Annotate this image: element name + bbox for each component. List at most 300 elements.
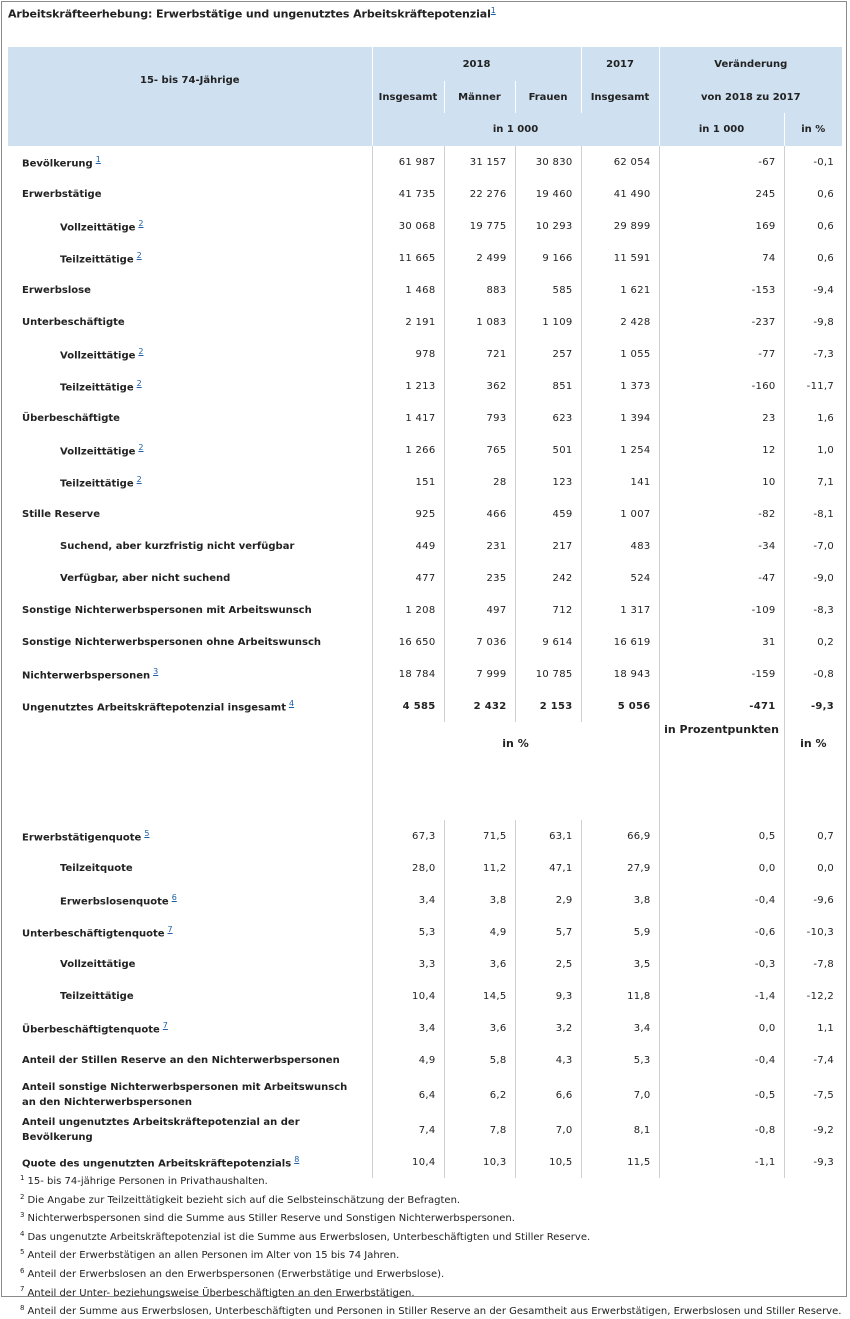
table-cell: -0,1	[784, 146, 842, 178]
footnote-link[interactable]: 2	[136, 475, 142, 485]
header-unit-change-1000: in 1 000	[659, 113, 784, 146]
data-table	[8, 47, 842, 1178]
table-cell: 2 499	[444, 242, 515, 274]
table-cell: 2 432	[444, 690, 515, 722]
table-cell: 31	[659, 626, 784, 658]
table-cell: 1 468	[372, 274, 444, 306]
table-cell: 2 153	[515, 690, 581, 722]
row-label-text: Ungenutztes Arbeitskräftepotenzial insgesamt	[22, 702, 286, 714]
table-cell: 477	[372, 562, 444, 594]
table-row	[8, 1114, 842, 1146]
table-row	[8, 948, 842, 980]
table-row	[8, 306, 842, 338]
footnote-link[interactable]: 2	[136, 251, 142, 261]
table-row	[8, 1076, 842, 1114]
table-row	[8, 402, 842, 434]
header-insgesamt-2017: Insgesamt	[581, 81, 659, 113]
page-title	[8, 6, 496, 21]
table-cell: 141	[581, 466, 659, 498]
row-label-text: Überbeschäftigte	[22, 412, 120, 424]
footnote-link[interactable]: 4	[288, 699, 295, 709]
footnote-text: Anteil der Summe aus Erwerbslosen, Unterbeschäftigten und Personen in Stiller Reserve an der Gesamtheit aus Erwerbstätigen, Erwerbslosen und Stiller Reserve.	[27, 1306, 842, 1318]
table-cell: -237	[659, 306, 784, 338]
table-cell: 851	[515, 370, 581, 402]
row-label	[8, 466, 372, 498]
table-row	[8, 530, 842, 562]
table-cell: 9 166	[515, 242, 581, 274]
row-label	[8, 820, 372, 852]
table-row	[8, 852, 842, 884]
table-cell: -0,4	[659, 1044, 784, 1076]
table-cell: 1 317	[581, 594, 659, 626]
table-cell: -0,8	[784, 658, 842, 690]
table-row	[8, 1044, 842, 1076]
table-cell: 3,6	[444, 948, 515, 980]
footnote-item	[20, 1208, 841, 1227]
table-cell: 1,6	[784, 402, 842, 434]
row-label	[8, 562, 372, 594]
table-cell: 925	[372, 498, 444, 530]
table-cell: 721	[444, 338, 515, 370]
table-cell: -0,8	[659, 1114, 784, 1146]
table-cell: 4,9	[444, 916, 515, 948]
table-cell: -1,1	[659, 1146, 784, 1178]
footnote-link[interactable]: 2	[138, 219, 144, 229]
table-cell: -9,8	[784, 306, 842, 338]
table-cell: -77	[659, 338, 784, 370]
table-cell: 0,0	[784, 852, 842, 884]
table-row	[8, 274, 842, 306]
row-label	[8, 274, 372, 306]
footnote-link[interactable]: 8	[294, 1155, 300, 1165]
table-cell: 62 054	[581, 146, 659, 178]
table-row	[8, 626, 842, 658]
table-cell: -160	[659, 370, 784, 402]
row-label	[8, 210, 372, 242]
table-cell: 18 943	[581, 658, 659, 690]
table-cell: 1 266	[372, 434, 444, 466]
table-cell: 6,2	[444, 1076, 515, 1114]
title-footnote-link[interactable]: 1	[490, 6, 496, 15]
table-cell: 623	[515, 402, 581, 434]
table-cell: 3,3	[372, 948, 444, 980]
table-cell: -82	[659, 498, 784, 530]
table-cell: 4,9	[372, 1044, 444, 1076]
table-cell: 169	[659, 210, 784, 242]
table-cell: 66,9	[581, 820, 659, 852]
table-row	[8, 242, 842, 274]
table-cell: 74	[659, 242, 784, 274]
header-year-2018: 2018	[372, 47, 581, 81]
table-cell: 3,5	[581, 948, 659, 980]
table-cell: -153	[659, 274, 784, 306]
row-label	[8, 690, 372, 722]
footnote-item	[20, 1264, 841, 1283]
table-cell: 19 460	[515, 178, 581, 210]
row-label-text: Suchend, aber kurzfristig nicht verfügbar	[60, 540, 295, 552]
row-label	[8, 594, 372, 626]
row-label	[8, 434, 372, 466]
table-cell: -9,4	[784, 274, 842, 306]
footnote-item	[20, 1282, 841, 1301]
subheader-unit-pct2: in %	[784, 722, 842, 820]
table-cell: -7,4	[784, 1044, 842, 1076]
table-cell: 497	[444, 594, 515, 626]
table-row	[8, 658, 842, 690]
table-cell: 1,1	[784, 1012, 842, 1044]
table-cell: 2,9	[515, 884, 581, 916]
footnote-item	[20, 1190, 841, 1209]
footnote-link[interactable]: 7	[167, 925, 173, 935]
row-label	[8, 884, 372, 916]
table-row	[8, 690, 842, 722]
table-cell: 3,6	[444, 1012, 515, 1044]
table-cell: 10	[659, 466, 784, 498]
table-cell: 1,0	[784, 434, 842, 466]
table-cell: 16 619	[581, 626, 659, 658]
row-label	[8, 242, 372, 274]
table-cell: 793	[444, 402, 515, 434]
footnote-item	[20, 1227, 841, 1246]
table-cell: -12,2	[784, 980, 842, 1012]
table-row	[8, 980, 842, 1012]
table-cell: -7,0	[784, 530, 842, 562]
table-cell: 7,0	[581, 1076, 659, 1114]
table-cell: 11 591	[581, 242, 659, 274]
table-cell: 1 055	[581, 338, 659, 370]
row-label-text: Teilzeittätige	[60, 478, 134, 490]
subheader-unit-pct: in %	[372, 722, 659, 820]
table-cell: 449	[372, 530, 444, 562]
row-label-text: Vollzeittätige	[60, 350, 136, 362]
table-cell: -7,3	[784, 338, 842, 370]
table-cell: 63,1	[515, 820, 581, 852]
row-label-text: Teilzeittätige	[60, 254, 134, 266]
row-label-text: Quote des ungenutzten Arbeitskräftepotenzials	[22, 1158, 292, 1170]
row-label-text: Vollzeittätige	[60, 222, 136, 234]
row-label	[8, 1044, 372, 1076]
table-cell: 7 036	[444, 626, 515, 658]
table-cell: 1 083	[444, 306, 515, 338]
table-cell: 1 394	[581, 402, 659, 434]
table-row	[8, 562, 842, 594]
table-subheader	[8, 722, 842, 820]
row-label	[8, 370, 372, 402]
table-row	[8, 820, 842, 852]
footnote-text: Die Angabe zur Teilzeittätigkeit bezieht sich auf die Selbsteinschätzung der Befragten.	[27, 1194, 461, 1206]
row-label	[8, 980, 372, 1012]
row-label-text: Unterbeschäftigte	[22, 316, 125, 328]
table-cell: -9,0	[784, 562, 842, 594]
table-cell: 67,3	[372, 820, 444, 852]
row-label-text: Erwerbstätigenquote	[22, 832, 142, 844]
table-cell: 7,4	[372, 1114, 444, 1146]
table-row	[8, 884, 842, 916]
row-label-text: Teilzeitquote	[60, 862, 133, 874]
table-cell: 71,5	[444, 820, 515, 852]
table-cell: 19 775	[444, 210, 515, 242]
footnote-link[interactable]: 5	[144, 829, 150, 839]
footnote-number: 6	[20, 1266, 25, 1275]
row-label-text: Überbeschäftigtenquote	[22, 1024, 160, 1036]
row-label-text: Vollzeittätige	[60, 958, 136, 970]
table-cell: 6,6	[515, 1076, 581, 1114]
table-row	[8, 178, 842, 210]
footnote-link[interactable]: 3	[153, 667, 159, 677]
footnote-item	[20, 1245, 841, 1264]
footnote-text: Nichterwerbspersonen sind die Summe aus Stiller Reserve und Sonstigen Nichterwerbspersonen.	[27, 1213, 515, 1225]
header-empty	[8, 113, 372, 146]
row-label	[8, 916, 372, 948]
row-label	[8, 1114, 372, 1146]
table-cell: 9 614	[515, 626, 581, 658]
row-label-text: Bevölkerung	[22, 158, 93, 170]
table-cell: 31 157	[444, 146, 515, 178]
table-cell: 5 056	[581, 690, 659, 722]
table-cell: 4 585	[372, 690, 444, 722]
table-cell: -8,3	[784, 594, 842, 626]
row-label-text: Anteil ungenutztes Arbeitskräftepotenzial an der Bevölkerung	[22, 1117, 300, 1143]
row-label-text: Nichterwerbspersonen	[22, 670, 151, 682]
table-cell: 5,9	[581, 916, 659, 948]
table-cell: 0,6	[784, 242, 842, 274]
table-cell: 524	[581, 562, 659, 594]
table-row	[8, 338, 842, 370]
table-body-absolute	[8, 146, 842, 722]
table-cell: 47,1	[515, 852, 581, 884]
table-cell: 10,3	[444, 1146, 515, 1178]
table-row	[8, 210, 842, 242]
table-cell: -9,3	[784, 690, 842, 722]
table-row	[8, 498, 842, 530]
table-cell: 28	[444, 466, 515, 498]
table-cell: 2 428	[581, 306, 659, 338]
table-cell: 11,2	[444, 852, 515, 884]
table-cell: 883	[444, 274, 515, 306]
footnote-text: Anteil der Erwerbstätigen an allen Personen im Alter von 15 bis 74 Jahren.	[27, 1250, 400, 1262]
table-cell: -10,3	[784, 916, 842, 948]
header-change: Veränderung	[659, 47, 842, 81]
row-label	[8, 498, 372, 530]
header-change-period: von 2018 zu 2017	[659, 81, 842, 113]
table-cell: 0,5	[659, 820, 784, 852]
footnote-link[interactable]: 1	[95, 155, 101, 165]
footnote-number: 5	[20, 1248, 25, 1257]
title-text: Arbeitskräfteerhebung: Erwerbstätige und ungenutztes Arbeitskräftepotenzial	[8, 7, 491, 21]
row-label-text: Sonstige Nichterwerbspersonen mit Arbeitswunsch	[22, 604, 312, 616]
table-cell: 466	[444, 498, 515, 530]
table-cell: 9,3	[515, 980, 581, 1012]
table-cell: -7,8	[784, 948, 842, 980]
table-cell: 8,1	[581, 1114, 659, 1146]
table-cell: 0,0	[659, 1012, 784, 1044]
table-cell: 3,8	[444, 884, 515, 916]
footnote-text: Anteil der Erwerbslosen an den Erwerbspersonen (Erwerbstätige und Erwerbslose).	[27, 1268, 445, 1280]
row-label	[8, 1076, 372, 1114]
table-cell: 123	[515, 466, 581, 498]
table-cell: 231	[444, 530, 515, 562]
header-row-label: 15- bis 74-Jährige	[8, 47, 372, 113]
footnotes	[20, 1171, 841, 1319]
table-cell: 3,2	[515, 1012, 581, 1044]
footnote-number: 1	[20, 1174, 25, 1182]
table-cell: 235	[444, 562, 515, 594]
table-cell: 61 987	[372, 146, 444, 178]
table-cell: 5,3	[581, 1044, 659, 1076]
table-cell: 1 621	[581, 274, 659, 306]
row-label-text: Anteil der Stillen Reserve an den Nichterwerbspersonen	[22, 1054, 340, 1066]
table-body-percent	[8, 820, 842, 1178]
table-cell: 585	[515, 274, 581, 306]
row-label-text: Erwerbslosenquote	[60, 896, 169, 908]
row-label-text: Vollzeittätige	[60, 446, 136, 458]
table-cell: 18 784	[372, 658, 444, 690]
table-cell: -9,2	[784, 1114, 842, 1146]
table-cell: 6,4	[372, 1076, 444, 1114]
table-cell: 7 999	[444, 658, 515, 690]
table-cell: 28,0	[372, 852, 444, 884]
table-row	[8, 370, 842, 402]
subheader-unit-pp: in Prozentpunkten	[659, 722, 784, 820]
table-cell: -9,3	[784, 1146, 842, 1178]
table-cell: 3,4	[581, 1012, 659, 1044]
table-cell: 11,8	[581, 980, 659, 1012]
header-insgesamt: Insgesamt	[372, 81, 444, 113]
table-cell: -8,1	[784, 498, 842, 530]
table-cell: 5,7	[515, 916, 581, 948]
table-cell: -0,5	[659, 1076, 784, 1114]
row-label	[8, 852, 372, 884]
table-cell: 1 208	[372, 594, 444, 626]
table-cell: 27,9	[581, 852, 659, 884]
row-label	[8, 306, 372, 338]
table-cell: 0,2	[784, 626, 842, 658]
table-cell: -159	[659, 658, 784, 690]
table-cell: 0,6	[784, 178, 842, 210]
table-cell: -471	[659, 690, 784, 722]
table-cell: 10 293	[515, 210, 581, 242]
row-label	[8, 530, 372, 562]
row-label-text: Verfügbar, aber nicht suchend	[60, 572, 231, 584]
table-cell: 11,5	[581, 1146, 659, 1178]
table-row	[8, 1012, 842, 1044]
row-label-text: Anteil sonstige Nichterwerbspersonen mit Arbeitswunsch an den Nichterwerbspersonen	[22, 1082, 348, 1108]
table-cell: 7,8	[444, 1114, 515, 1146]
table-cell: 11 665	[372, 242, 444, 274]
table-cell: -1,4	[659, 980, 784, 1012]
table-cell: 12	[659, 434, 784, 466]
row-label	[8, 178, 372, 210]
table-cell: -47	[659, 562, 784, 594]
table-cell: -11,7	[784, 370, 842, 402]
table-cell: -9,6	[784, 884, 842, 916]
table-cell: -0,4	[659, 884, 784, 916]
header-year-2017: 2017	[581, 47, 659, 81]
table-cell: 1 213	[372, 370, 444, 402]
table-cell: 1 254	[581, 434, 659, 466]
header-maenner: Männer	[444, 81, 515, 113]
table-cell: 151	[372, 466, 444, 498]
table-cell: 30 068	[372, 210, 444, 242]
table-cell: 245	[659, 178, 784, 210]
table-cell: 459	[515, 498, 581, 530]
table-cell: 10,4	[372, 980, 444, 1012]
table-row	[8, 916, 842, 948]
table-cell: 14,5	[444, 980, 515, 1012]
table-cell: 3,4	[372, 1012, 444, 1044]
table-cell: 978	[372, 338, 444, 370]
footnote-number: 4	[20, 1229, 25, 1238]
row-label	[8, 146, 372, 178]
table-cell: 29 899	[581, 210, 659, 242]
subheader-empty	[8, 722, 372, 820]
row-label	[8, 338, 372, 370]
footnote-number: 3	[20, 1211, 25, 1220]
table-cell: 10,5	[515, 1146, 581, 1178]
row-label	[8, 402, 372, 434]
footnote-text: Das ungenutzte Arbeitskräftepotenzial ist die Summe aus Erwerbslosen, Unterbeschäftigten und Stiller Reserve.	[27, 1231, 591, 1243]
table-cell: -109	[659, 594, 784, 626]
table-row	[8, 146, 842, 178]
footnote-item	[20, 1171, 841, 1190]
footnote-link[interactable]: 2	[138, 347, 144, 357]
table-cell: 41 735	[372, 178, 444, 210]
table-cell: 257	[515, 338, 581, 370]
table-cell: 5,3	[372, 916, 444, 948]
table-cell: -34	[659, 530, 784, 562]
table-cell: 2,5	[515, 948, 581, 980]
footnote-text: 15- bis 74-jährige Personen in Privathaushalten.	[27, 1176, 268, 1188]
footnote-text: Anteil der Unter- beziehungsweise Überbeschäftigten an den Erwerbstätigen.	[27, 1287, 415, 1299]
footnote-link[interactable]: 2	[136, 379, 142, 389]
table-cell: 362	[444, 370, 515, 402]
row-label-text: Stille Reserve	[22, 508, 100, 520]
table-cell: 501	[515, 434, 581, 466]
table-cell: -7,5	[784, 1076, 842, 1114]
table-cell: 10,4	[372, 1146, 444, 1178]
table-cell: 7,1	[784, 466, 842, 498]
footnote-number: 2	[20, 1192, 25, 1201]
table-cell: 5,8	[444, 1044, 515, 1076]
table-cell: 4,3	[515, 1044, 581, 1076]
row-label	[8, 626, 372, 658]
table-cell: 0,0	[659, 852, 784, 884]
table-cell: 1 109	[515, 306, 581, 338]
footnote-number: 8	[20, 1303, 25, 1312]
row-label	[8, 1012, 372, 1044]
table-cell: 1 373	[581, 370, 659, 402]
table-row	[8, 466, 842, 498]
table-cell: 41 490	[581, 178, 659, 210]
header-frauen: Frauen	[515, 81, 581, 113]
table-cell: -0,3	[659, 948, 784, 980]
table-cell: 30 830	[515, 146, 581, 178]
table-cell: 23	[659, 402, 784, 434]
footnote-link[interactable]: 2	[138, 443, 144, 453]
table-cell: 1 007	[581, 498, 659, 530]
table-cell: 0,7	[784, 820, 842, 852]
table-row	[8, 594, 842, 626]
table-cell: 2 191	[372, 306, 444, 338]
footnote-link[interactable]: 6	[171, 893, 177, 903]
row-label-text: Sonstige Nichterwerbspersonen ohne Arbeitswunsch	[22, 636, 321, 648]
header-unit-1000: in 1 000	[372, 113, 659, 146]
footnote-link[interactable]: 7	[162, 1021, 168, 1031]
table-row	[8, 434, 842, 466]
table-cell: 712	[515, 594, 581, 626]
row-label-text: Erwerbstätige	[22, 188, 102, 200]
table-cell: 16 650	[372, 626, 444, 658]
